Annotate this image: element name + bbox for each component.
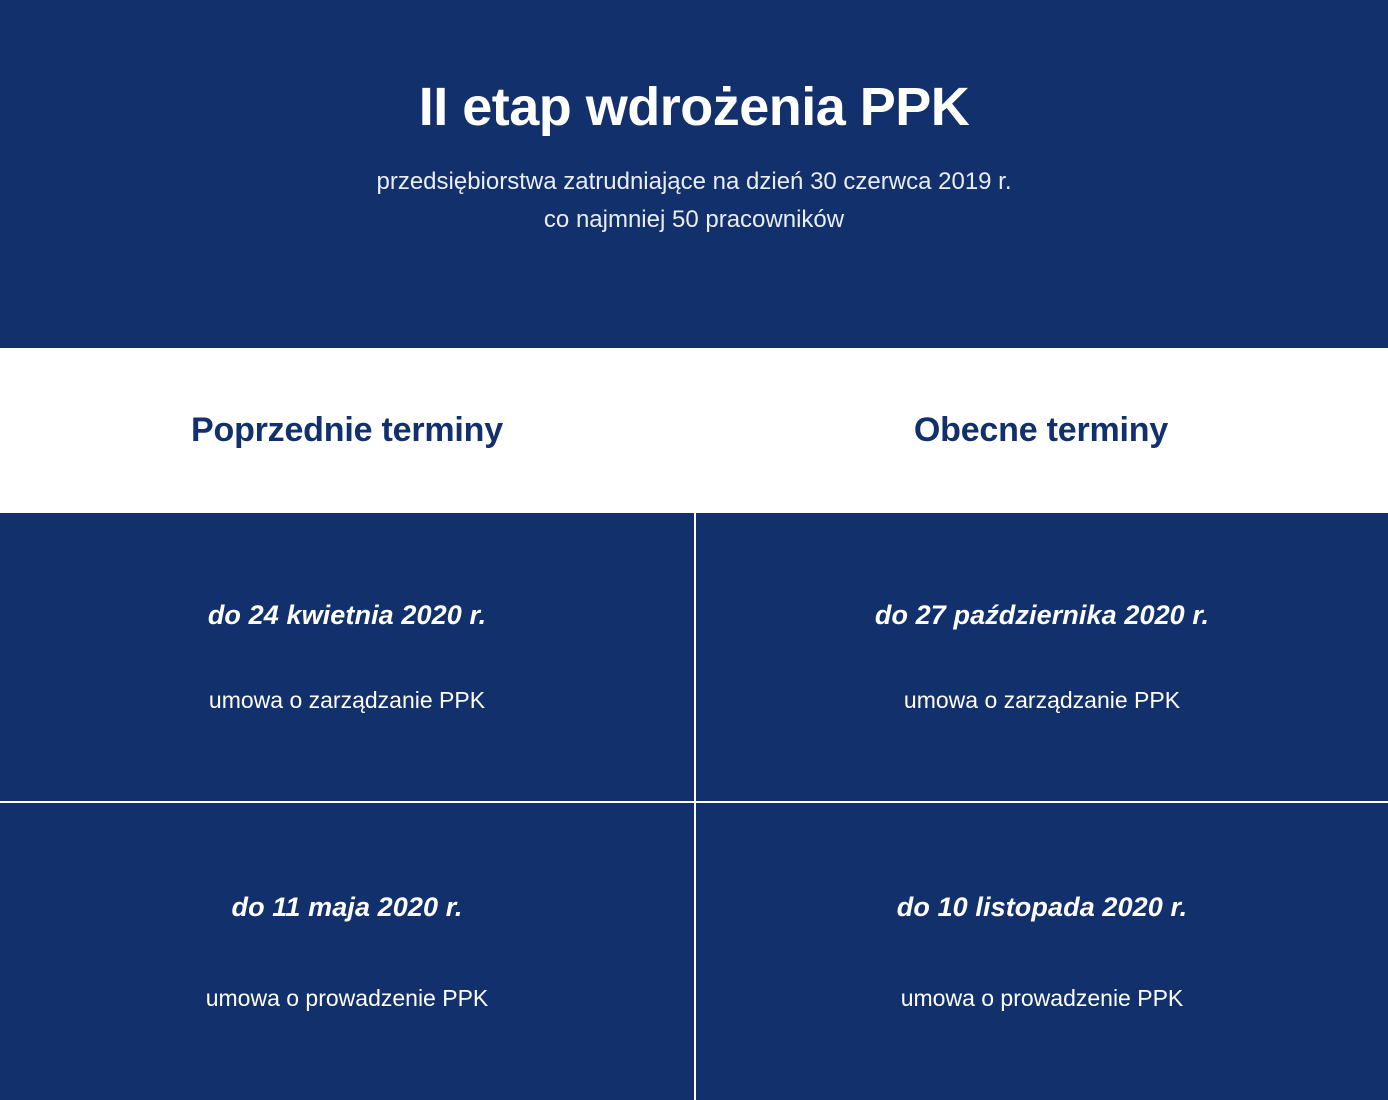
cell-current-management [694,513,1388,801]
deadline-date: do 27 października 2020 r. [874,600,1210,630]
page-title: II etap wdrożenia PPK [418,77,970,137]
deadline-description: umowa o prowadzenie PPK [205,984,489,1011]
column-title-current: Obecne terminy [913,411,1169,449]
deadline-description: umowa o zarządzanie PPK [208,687,486,713]
cell-previous-operation [0,801,694,1100]
column-header-previous [0,348,694,513]
deadline-description: umowa o zarządzanie PPK [903,687,1181,713]
page-subtitle [376,163,1011,237]
terms-grid [0,513,1388,1100]
cell-current-operation [694,801,1388,1100]
page-subtitle-line-1: przedsiębiorstwa zatrudniające na dzień 30 czerwca 2019 r. [376,168,1012,196]
cell-previous-management [0,513,694,801]
infographic-header [0,0,1388,348]
column-header-current [694,348,1388,513]
deadline-description: umowa o prowadzenie PPK [900,984,1184,1011]
page-subtitle-line-2: co najmniej 50 pracowników [543,205,845,233]
deadline-date: do 24 kwietnia 2020 r. [207,600,487,630]
columns-header [0,348,1388,513]
column-title-previous: Poprzednie terminy [191,411,503,449]
deadline-date: do 11 maja 2020 r. [231,891,463,922]
deadline-date: do 10 listopada 2020 r. [896,891,1188,922]
